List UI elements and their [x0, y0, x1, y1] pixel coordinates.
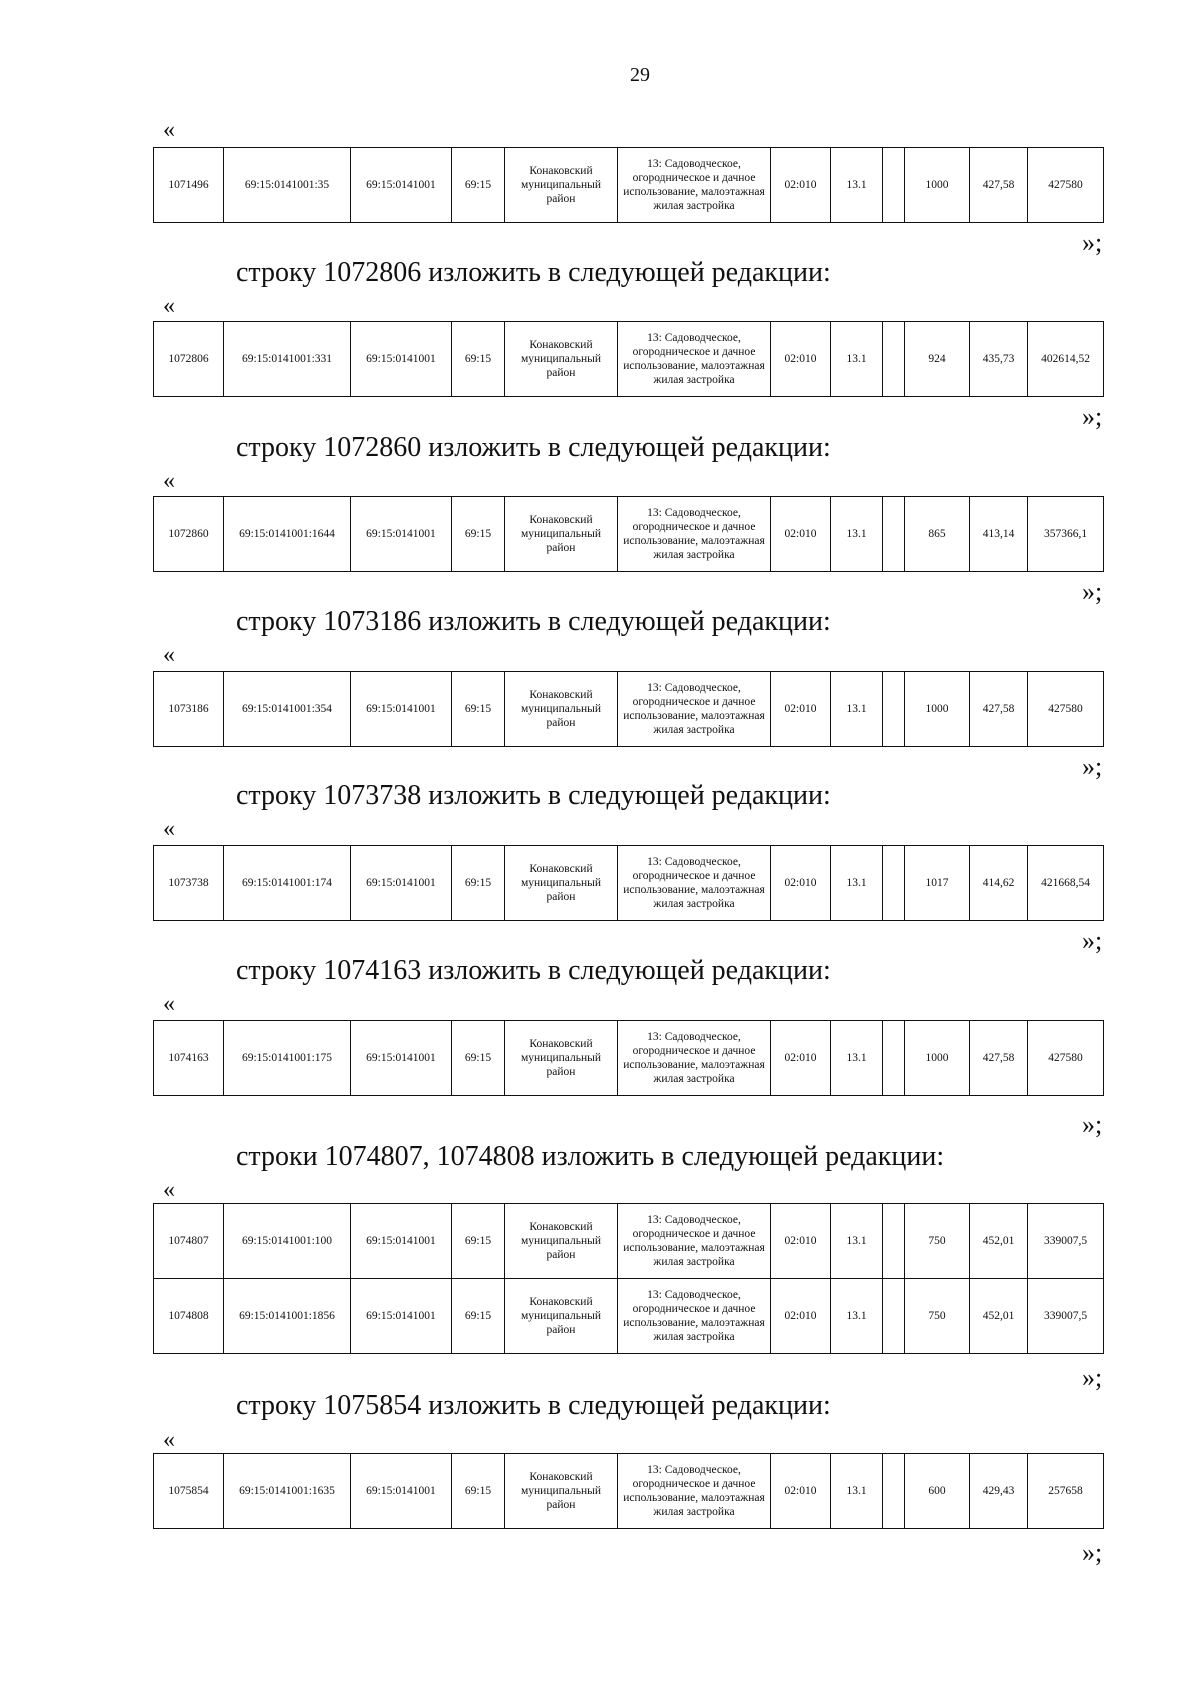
area: 1000: [905, 672, 970, 747]
specific-value: 414,62: [970, 846, 1028, 921]
close-quote: »;: [1082, 402, 1103, 431]
table-row: [154, 672, 1104, 747]
class-code: 02:010: [771, 1204, 831, 1279]
cadastral-value: 427580: [1028, 148, 1104, 223]
class-code: 02:010: [771, 148, 831, 223]
district-code: 69:15: [452, 1204, 505, 1279]
cadastral-number: 69:15:0141001:1635: [224, 1454, 351, 1529]
cadastral-value: 427580: [1028, 672, 1104, 747]
subgroup: 13.1: [831, 148, 883, 223]
municipality: Конаковский муниципальный район: [505, 497, 618, 572]
instruction-text: строки 1074807, 1074808 изложить в следующей редакции:: [236, 1141, 945, 1172]
usage-group: 13: Садоводческое, огородническое и дачное использование, малоэтажная жилая застройка: [618, 846, 771, 921]
cadastral-quarter: 69:15:0141001: [351, 497, 452, 572]
usage-group: 13: Садоводческое, огородническое и дачное использование, малоэтажная жилая застройка: [618, 1204, 771, 1279]
subgroup: 13.1: [831, 1279, 883, 1354]
close-quote: »;: [1082, 752, 1103, 781]
extra-cell: [883, 1204, 905, 1279]
open-quote: «: [163, 816, 175, 842]
usage-group: 13: Садоводческое, огородническое и дачное использование, малоэтажная жилая застройка: [618, 322, 771, 397]
class-code: 02:010: [771, 1021, 831, 1096]
cadastral-quarter: 69:15:0141001: [351, 1204, 452, 1279]
specific-value: 435,73: [970, 322, 1028, 397]
subgroup: 13.1: [831, 1454, 883, 1529]
table-row: [154, 1021, 1104, 1096]
row-code: 1072806: [154, 322, 224, 397]
subgroup: 13.1: [831, 1021, 883, 1096]
cadastral-value: 339007,5: [1028, 1279, 1104, 1354]
instruction-text: строку 1074163 изложить в следующей редакции:: [236, 955, 831, 986]
area: 600: [905, 1454, 970, 1529]
record-table: [153, 671, 1104, 747]
class-code: 02:010: [771, 1279, 831, 1354]
instruction-text: строку 1073186 изложить в следующей редакции:: [236, 606, 831, 637]
cadastral-number: 69:15:0141001:331: [224, 322, 351, 397]
row-code: 1075854: [154, 1454, 224, 1529]
cadastral-quarter: 69:15:0141001: [351, 322, 452, 397]
municipality: Конаковский муниципальный район: [505, 1279, 618, 1354]
extra-cell: [883, 1454, 905, 1529]
district-code: 69:15: [452, 1279, 505, 1354]
specific-value: 429,43: [970, 1454, 1028, 1529]
close-quote: »;: [1082, 577, 1103, 606]
area: 924: [905, 322, 970, 397]
class-code: 02:010: [771, 672, 831, 747]
municipality: Конаковский муниципальный район: [505, 322, 618, 397]
cadastral-number: 69:15:0141001:100: [224, 1204, 351, 1279]
open-quote: «: [163, 1177, 175, 1203]
instruction-text: строку 1075854 изложить в следующей редакции:: [236, 1390, 831, 1421]
table-row: [154, 497, 1104, 572]
instruction-text: строку 1072806 изложить в следующей редакции:: [236, 257, 831, 288]
municipality: Конаковский муниципальный район: [505, 1454, 618, 1529]
area: 1017: [905, 846, 970, 921]
area: 1000: [905, 1021, 970, 1096]
extra-cell: [883, 672, 905, 747]
usage-group: 13: Садоводческое, огородническое и дачное использование, малоэтажная жилая застройка: [618, 672, 771, 747]
specific-value: 427,58: [970, 672, 1028, 747]
extra-cell: [883, 497, 905, 572]
cadastral-quarter: 69:15:0141001: [351, 846, 452, 921]
usage-group: 13: Садоводческое, огородническое и дачное использование, малоэтажная жилая застройка: [618, 1279, 771, 1354]
row-code: 1074807: [154, 1204, 224, 1279]
subgroup: 13.1: [831, 322, 883, 397]
record-table: [153, 147, 1104, 223]
district-code: 69:15: [452, 1454, 505, 1529]
specific-value: 427,58: [970, 1021, 1028, 1096]
close-quote: »;: [1082, 926, 1103, 955]
cadastral-number: 69:15:0141001:174: [224, 846, 351, 921]
cadastral-number: 69:15:0141001:1644: [224, 497, 351, 572]
record-table: [153, 1453, 1104, 1529]
table-row: [154, 148, 1104, 223]
municipality: Конаковский муниципальный район: [505, 1021, 618, 1096]
extra-cell: [883, 322, 905, 397]
cadastral-quarter: 69:15:0141001: [351, 672, 452, 747]
open-quote: «: [163, 293, 175, 319]
subgroup: 13.1: [831, 846, 883, 921]
cadastral-quarter: 69:15:0141001: [351, 1279, 452, 1354]
specific-value: 452,01: [970, 1204, 1028, 1279]
class-code: 02:010: [771, 497, 831, 572]
specific-value: 452,01: [970, 1279, 1028, 1354]
row-code: 1072860: [154, 497, 224, 572]
table-row: [154, 322, 1104, 397]
district-code: 69:15: [452, 672, 505, 747]
open-quote: «: [163, 1427, 175, 1453]
municipality: Конаковский муниципальный район: [505, 1204, 618, 1279]
table-row: [154, 1454, 1104, 1529]
row-code: 1073738: [154, 846, 224, 921]
cadastral-quarter: 69:15:0141001: [351, 1454, 452, 1529]
instruction-text: строку 1073738 изложить в следующей редакции:: [236, 780, 831, 811]
extra-cell: [883, 1279, 905, 1354]
municipality: Конаковский муниципальный район: [505, 148, 618, 223]
record-table: [153, 1203, 1104, 1354]
area: 865: [905, 497, 970, 572]
class-code: 02:010: [771, 1454, 831, 1529]
close-quote: »;: [1082, 228, 1103, 257]
district-code: 69:15: [452, 497, 505, 572]
cadastral-number: 69:15:0141001:1856: [224, 1279, 351, 1354]
table-row: [154, 1204, 1104, 1279]
cadastral-value: 339007,5: [1028, 1204, 1104, 1279]
subgroup: 13.1: [831, 497, 883, 572]
cadastral-number: 69:15:0141001:35: [224, 148, 351, 223]
table-row: [154, 846, 1104, 921]
class-code: 02:010: [771, 846, 831, 921]
extra-cell: [883, 1021, 905, 1096]
usage-group: 13: Садоводческое, огородническое и дачное использование, малоэтажная жилая застройка: [618, 497, 771, 572]
close-quote: »;: [1082, 1538, 1103, 1567]
cadastral-value: 402614,52: [1028, 322, 1104, 397]
open-quote: «: [163, 117, 175, 143]
usage-group: 13: Садоводческое, огородническое и дачное использование, малоэтажная жилая застройка: [618, 1021, 771, 1096]
record-table: [153, 496, 1104, 572]
row-code: 1074163: [154, 1021, 224, 1096]
municipality: Конаковский муниципальный район: [505, 846, 618, 921]
open-quote: «: [163, 642, 175, 668]
specific-value: 413,14: [970, 497, 1028, 572]
municipality: Конаковский муниципальный район: [505, 672, 618, 747]
cadastral-number: 69:15:0141001:354: [224, 672, 351, 747]
row-code: 1074808: [154, 1279, 224, 1354]
cadastral-value: 421668,54: [1028, 846, 1104, 921]
area: 750: [905, 1279, 970, 1354]
open-quote: «: [163, 468, 175, 494]
close-quote: »;: [1082, 1363, 1103, 1392]
subgroup: 13.1: [831, 1204, 883, 1279]
row-code: 1073186: [154, 672, 224, 747]
extra-cell: [883, 148, 905, 223]
row-code: 1071496: [154, 148, 224, 223]
instruction-text: строку 1072860 изложить в следующей редакции:: [236, 432, 831, 463]
record-table: [153, 321, 1104, 397]
usage-group: 13: Садоводческое, огородническое и дачное использование, малоэтажная жилая застройка: [618, 148, 771, 223]
extra-cell: [883, 846, 905, 921]
cadastral-quarter: 69:15:0141001: [351, 1021, 452, 1096]
open-quote: «: [163, 991, 175, 1017]
usage-group: 13: Садоводческое, огородническое и дачное использование, малоэтажная жилая застройка: [618, 1454, 771, 1529]
cadastral-value: 257658: [1028, 1454, 1104, 1529]
cadastral-value: 357366,1: [1028, 497, 1104, 572]
district-code: 69:15: [452, 148, 505, 223]
specific-value: 427,58: [970, 148, 1028, 223]
cadastral-number: 69:15:0141001:175: [224, 1021, 351, 1096]
page-number: 29: [630, 64, 650, 86]
record-table: [153, 1020, 1104, 1096]
cadastral-value: 427580: [1028, 1021, 1104, 1096]
district-code: 69:15: [452, 846, 505, 921]
district-code: 69:15: [452, 322, 505, 397]
class-code: 02:010: [771, 322, 831, 397]
close-quote: »;: [1082, 1110, 1103, 1139]
table-row: [154, 1279, 1104, 1354]
area: 750: [905, 1204, 970, 1279]
district-code: 69:15: [452, 1021, 505, 1096]
record-table: [153, 845, 1104, 921]
area: 1000: [905, 148, 970, 223]
subgroup: 13.1: [831, 672, 883, 747]
cadastral-quarter: 69:15:0141001: [351, 148, 452, 223]
